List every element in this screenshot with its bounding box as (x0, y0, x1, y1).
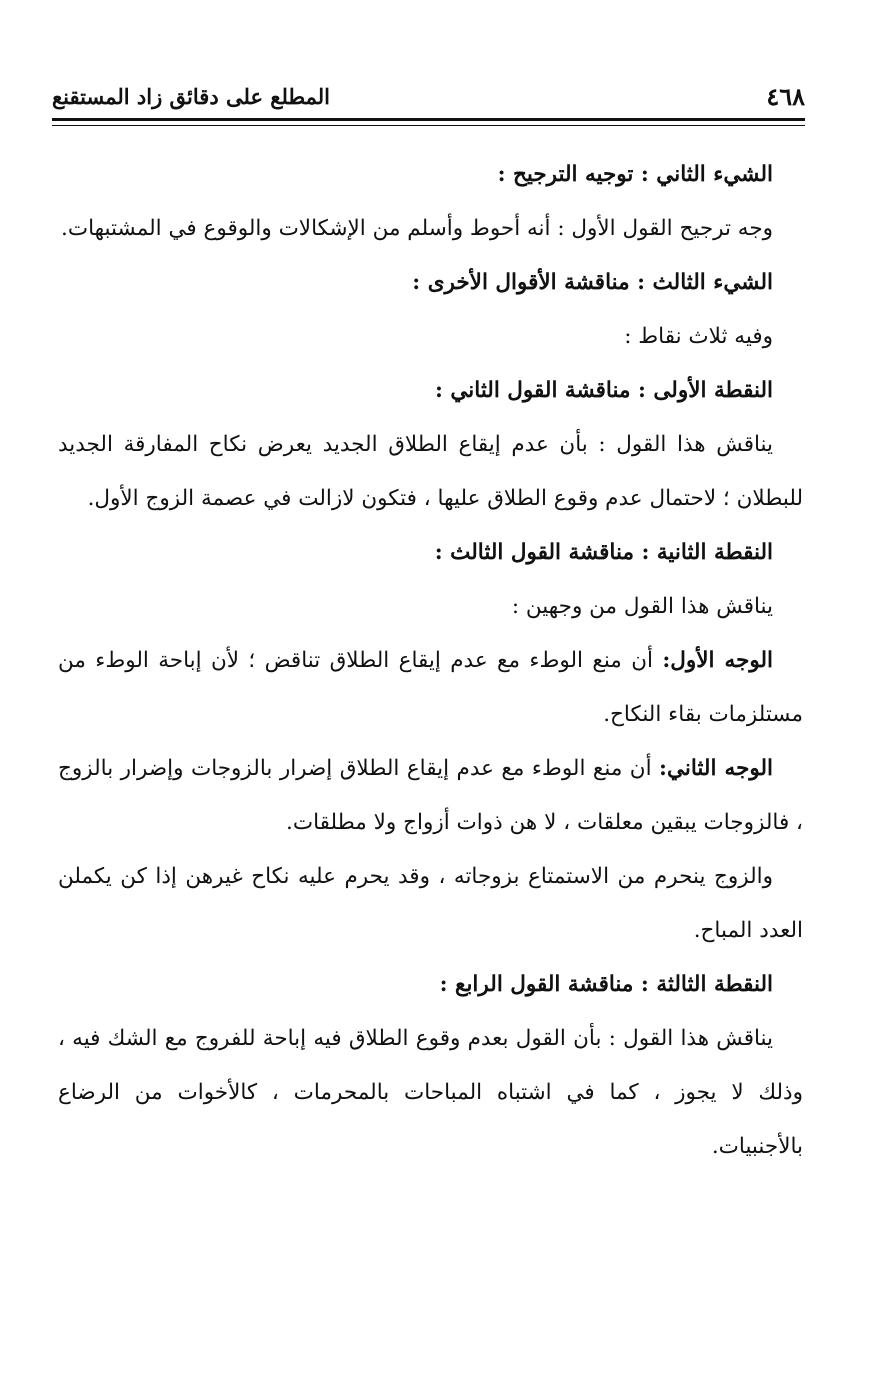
first-way-text: أن منع الوطء مع عدم إيقاع الطلاق تناقض ؛ لأن إباحة الوطء من مستلزمات بقاء النكاح. (58, 648, 803, 727)
section-heading: الشيء الثاني : توجيه الترجيح : (497, 162, 773, 187)
paragraph: يناقش هذا القول : بأن القول بعدم وقوع الطلاق فيه إباحة للفروج مع الشك فيه ، وذلك لا يجوز ، كما في اشتباه المباحات بالمحرمات ، كالأخوات من الرضاع بالأجنبيات. (58, 1026, 803, 1159)
page-header (52, 78, 805, 118)
paragraph (58, 742, 803, 850)
section-heading: الشيء الثالث : مناقشة الأقوال الأخرى : (412, 270, 773, 295)
paragraph: وفيه ثلاث نقاط : (624, 324, 773, 349)
page-number: ٤٦٨ (766, 82, 805, 111)
second-way-text: أن منع الوطء مع عدم إيقاع الطلاق إضرار بالزوجات وإضرار بالزوج ، فالزوجات يبقين معلقات ، لا هن ذوات أزواج ولا مطلقات. (58, 756, 803, 835)
header-rule-thin (52, 125, 805, 126)
paragraph: والزوج ينحرم من الاستمتاع بزوجاته ، وقد يحرم عليه نكاح غيرهن إذا كن يكملن العدد المباح. (58, 864, 803, 943)
paragraph (58, 634, 803, 742)
point-heading: النقطة الثانية : مناقشة القول الثالث : (434, 540, 773, 565)
running-title: المطلع على دقائق زاد المستقنع (52, 84, 331, 109)
point-heading: النقطة الأولى : مناقشة القول الثاني : (434, 378, 773, 403)
first-way-label: الوجه الأول: (662, 648, 773, 673)
header-rule-thick (52, 118, 805, 121)
paragraph: وجه ترجيح القول الأول : أنه أحوط وأسلم من الإشكالات والوقوع في المشتبهات. (61, 216, 773, 241)
paragraph: يناقش هذا القول : بأن عدم إيقاع الطلاق الجديد يعرض نكاح المفارقة الجديد للبطلان ؛ لاحتمال عدم وقوع الطلاق عليها ، فتكون لازالت في عصمة الزوج الأول. (58, 432, 803, 511)
second-way-label: الوجه الثاني: (659, 756, 773, 781)
page-body (58, 148, 803, 1174)
point-heading: النقطة الثالثة : مناقشة القول الرابع : (439, 972, 773, 997)
paragraph: يناقش هذا القول من وجهين : (511, 594, 773, 619)
